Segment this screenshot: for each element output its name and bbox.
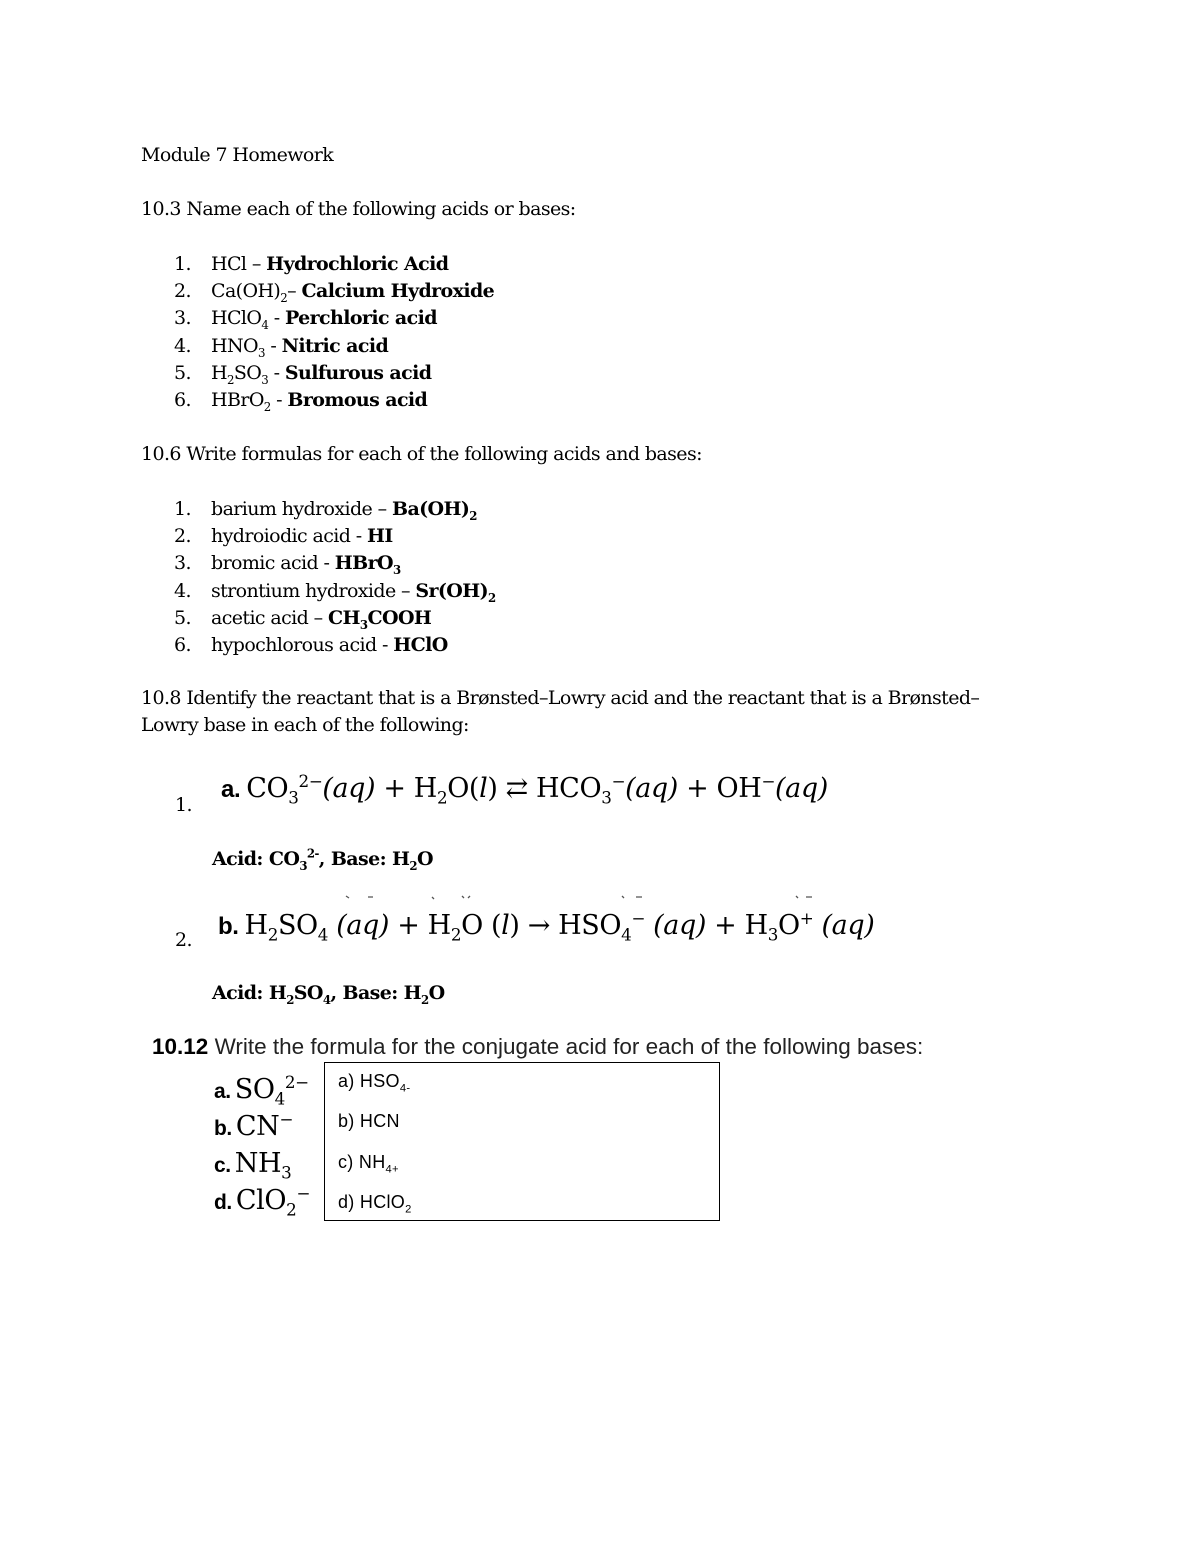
- reaction-1-equation: a. $CO_3^{2-}(aq) + H_2O(l)$ ⇄ $HCO_3^-(aq) + OH^-(aq)$: [221, 771, 828, 808]
- reaction-2-number: 2.: [175, 929, 192, 951]
- answer-box[interactable]: [324, 1062, 720, 1221]
- reaction-1-number: 1.: [175, 794, 192, 816]
- question-10-3-prompt: 10.3 Name each of the following acids or bases:: [141, 198, 576, 220]
- question-10-8-prompt-line2: Lowry base in each of the following:: [141, 714, 469, 736]
- cropped-equation-residue: [340, 893, 820, 901]
- reaction-2-answer: Acid: $H_2SO_4$, Base: $H_2O$: [212, 982, 445, 1007]
- option-a: a. $SO_4^{2-}$: [214, 1072, 309, 1109]
- option-d: d. ClO$_2$−: [214, 1183, 310, 1220]
- question-10-12-prompt: 10.12 Write the formula for the conjugate acid for each of the following bases:: [152, 1034, 924, 1059]
- answer-d: d) HClO$_2$: [338, 1192, 412, 1216]
- answer-b: b) HCN: [338, 1111, 400, 1131]
- answer-c: c) $NH_{4+}$: [338, 1152, 399, 1176]
- page-title: Module 7 Homework: [141, 144, 334, 166]
- reaction-1-answer: Acid: $CO_3^{2-}$, Base: $H_2O$: [212, 846, 433, 873]
- answer-a: a) $HSO_{4-}$: [338, 1071, 411, 1095]
- question-10-12-options: [214, 1071, 310, 1219]
- reaction-2-equation: b. $H_2SO_4$ $(aq) + H_2O$ $(l) \to HSO_4^-$ $(aq) + H_3O^+$ (aq): [218, 908, 875, 945]
- question-10-8-prompt-line1: 10.8 Identify the reactant that is a Brønsted–Lowry acid and the reactant that is a Brønsted–: [141, 687, 980, 709]
- option-b: b. CN−: [214, 1109, 293, 1142]
- option-c: c. $NH_3$: [214, 1148, 292, 1183]
- question-10-6-prompt: 10.6 Write formulas for each of the following acids and bases:: [141, 443, 702, 465]
